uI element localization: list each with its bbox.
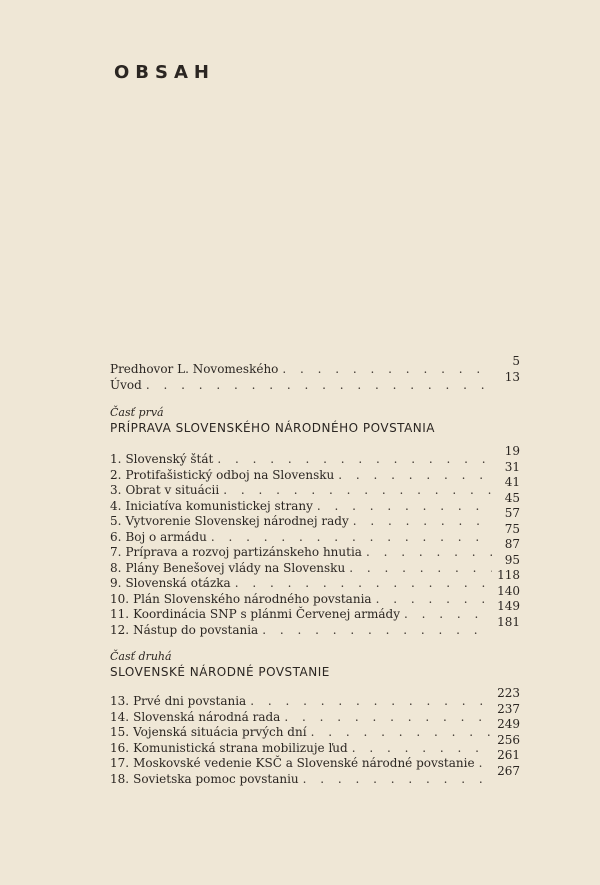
toc-entry-page: 237 [497,701,520,716]
toc-entry-page: 13 [504,369,520,384]
toc-entry-number: 12. [110,622,130,637]
dot-leader [317,499,492,515]
part-two-header [110,650,520,680]
toc-entry-label: Moskovské vedenie KSČ a Slovenské národné povstanie [133,756,475,770]
part-two-title: SLOVENSKÉ NÁRODNÉ POVSTANIE [110,665,330,679]
dot-leader [284,710,492,726]
toc-entry-page: 95 [504,552,520,567]
toc-entry-page: 149 [497,599,520,613]
toc-entry-page: 87 [504,537,520,551]
toc-entry-label: Nástup do povstania [133,622,259,637]
toc-entry-page: 261 [497,748,520,762]
toc-entry [110,475,520,499]
toc-entry-page: 267 [497,763,520,778]
toc-entry-page: 256 [497,732,520,747]
toc-entry [110,717,520,741]
toc-entry-label: Prvé dni povstania [133,694,247,708]
part-one-list [110,444,520,638]
toc-entry [110,686,520,710]
toc-entry-label: Iniciatíva komunistickej strany [125,498,313,513]
toc-entry-page: 5 [512,354,520,368]
toc-entry-number: 8. [110,560,122,575]
toc-entry-label: Plány Benešovej vlády na Slovensku [125,560,346,575]
dot-leader [282,362,492,378]
toc-entry-label: Protifašistický odboj na Slovensku [125,467,335,482]
toc-entry-number: 17. [110,756,130,770]
toc-entry-label: Vojenská situácia prvých dní [133,725,307,739]
toc-entry [110,537,520,561]
toc-entry [110,599,520,623]
toc-entry [110,444,520,468]
toc-entry-label: Úvod [110,377,142,392]
toc-entry-label: Vytvorenie Slovenskej národnej rady [125,514,349,528]
toc-entry-number: 9. [110,576,122,590]
dot-leader [211,530,492,546]
dot-leader [303,772,492,788]
toc-entry-label: Obrat v situácii [125,483,220,497]
toc-entry-number: 10. [110,591,130,606]
toc-entry-page: 45 [504,490,520,505]
toc-entry-number: 11. [110,607,130,621]
dot-leader [404,607,492,623]
dot-leader [223,483,492,499]
toc-entry-page: 181 [497,614,520,629]
dot-leader [366,545,492,561]
toc-entry-label: Slovenská národná rada [133,709,281,724]
toc-entry [110,568,520,592]
toc-entry-number: 14. [110,709,130,724]
toc-entry [110,506,520,530]
part-one-header [110,406,520,436]
toc-entry-number: 6. [110,529,122,544]
toc-entry-number: 5. [110,514,122,528]
toc-entry-page: 41 [504,475,520,489]
dot-leader [250,694,492,710]
dot-leader [146,378,492,394]
toc-entry-page: 118 [497,568,520,582]
dot-leader [217,452,492,468]
toc-entry-label: Koordinácia SNP s plánmi Červenej armády [133,607,401,621]
toc-entry-label: Slovenský štát [125,452,214,466]
toc-entry-number: 18. [110,771,130,786]
toc-entry-label: Predhovor L. Novomeského [110,362,279,376]
toc-entry-front-0 [110,354,520,378]
dot-leader [479,756,492,772]
dot-leader [262,623,492,639]
toc-entry-label: Plán Slovenského národného povstania [133,591,372,606]
toc-entry-page: 249 [497,717,520,731]
front-matter-list [110,354,520,393]
toc-entry-page: 75 [504,521,520,536]
part-one-title: PRÍPRAVA SLOVENSKÉHO NÁRODNÉHO POVSTANIA [110,421,436,435]
page-title: OBSAH [114,62,215,83]
part-two-list [110,686,520,787]
toc-entry-label: Slovenská otázka [125,576,231,590]
toc-entry-page: 223 [497,686,520,700]
toc-entry-number: 2. [110,467,122,482]
toc-entry-number: 13. [110,694,130,708]
toc-entry-label: Sovietska pomoc povstaniu [133,771,299,786]
toc-entry-label: Príprava a rozvoj partizánskeho hnutia [125,545,362,559]
toc-entry-number: 15. [110,725,130,739]
part-two-label: Časť druhá [110,650,172,663]
toc-entry-number: 4. [110,498,122,513]
dot-leader [235,576,492,592]
toc-entry-page: 140 [497,583,520,598]
toc-entry-number: 3. [110,483,122,497]
dot-leader [311,725,492,741]
toc-entry-page: 57 [504,506,520,520]
dot-leader [352,741,492,757]
toc-entry-number: 7. [110,545,122,559]
dot-leader [338,468,492,484]
toc-entry-page: 31 [504,459,520,474]
toc-entry-number: 1. [110,452,122,466]
toc-entry [110,748,520,772]
dot-leader [376,592,492,608]
toc-entry-page: 19 [504,444,520,458]
part-one-label: Časť prvá [110,406,164,419]
toc-entry-number: 16. [110,740,130,755]
toc-entry-label: Komunistická strana mobilizuje ľud [133,740,348,755]
toc-entry-label: Boj o armádu [125,529,207,544]
dot-leader [349,561,492,577]
dot-leader [353,514,492,530]
